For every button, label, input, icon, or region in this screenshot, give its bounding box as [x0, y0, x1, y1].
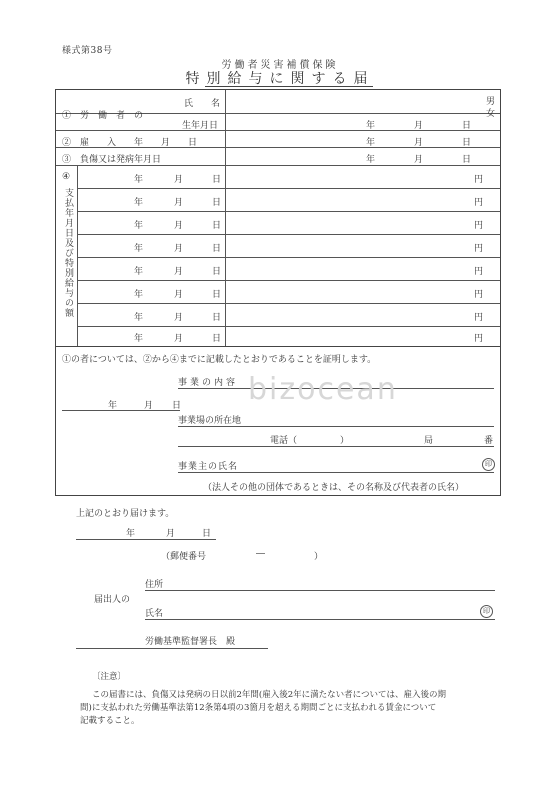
row-divider [77, 257, 500, 258]
col-divider [225, 90, 226, 165]
pay-month: 月 [174, 198, 184, 208]
hire-year: 年 [366, 138, 376, 148]
gender-female: 女 [486, 109, 496, 119]
row4-number: ④ [62, 172, 71, 182]
applicant-label: 届出人の [94, 595, 131, 605]
phone-close: ） [340, 436, 350, 446]
cert-date-line [62, 410, 180, 411]
note-line-1: この届書には、負傷又は発病の日以前2年間(雇入後2年に満たない者については、雇入後の期 [92, 690, 446, 700]
birth-month: 月 [414, 121, 424, 131]
pay-yen: 円 [474, 313, 484, 323]
note-line-3: 記載すること。 [80, 716, 140, 726]
postal-close: ） [314, 552, 324, 562]
pay-year: 年 [134, 221, 144, 231]
postal-dash: ― [256, 549, 265, 559]
row3-label: ③ 負傷又は発病年月日 [62, 155, 162, 165]
applicant-name-label: 氏名 [145, 609, 164, 619]
certify-text-line: ①の者については、②から④までに記載したとおりであることを証明します。 [62, 355, 377, 365]
row1-label: ① 労 働 者 の [62, 111, 144, 121]
pay-month: 月 [174, 221, 184, 231]
employer-name-line [178, 472, 494, 473]
row-divider [77, 280, 500, 281]
applicant-seal: 印 [480, 605, 493, 618]
pay-year: 年 [134, 198, 144, 208]
phone-line [178, 446, 494, 447]
pay-day: 日 [212, 313, 222, 323]
pay-day: 日 [212, 334, 222, 344]
phone-number: 番 [484, 436, 494, 446]
gender-male: 男 [486, 97, 496, 107]
pay-day: 日 [212, 267, 222, 277]
watermark: bizocean [248, 372, 398, 407]
business-location-line [178, 426, 494, 427]
business-location-label: 事業場の所在地 [178, 416, 242, 426]
pay-day: 日 [212, 221, 222, 231]
pay-month: 月 [174, 313, 184, 323]
birth-day: 日 [462, 121, 472, 131]
pay-year: 年 [134, 290, 144, 300]
pay-day: 日 [212, 244, 222, 254]
row-divider [77, 326, 500, 327]
pay-day: 日 [212, 290, 222, 300]
form-title: 特別給与に関する届 [185, 71, 375, 87]
pay-yen: 円 [474, 198, 484, 208]
submit-text: 上記のとおり届けます。 [76, 509, 175, 519]
name-label: 氏 名 [184, 99, 221, 109]
pay-month: 月 [174, 290, 184, 300]
pay-year: 年 [134, 334, 144, 344]
birth-label: 生年月日 [182, 121, 219, 131]
row2-label: ② 雇 入 年 月 日 [62, 138, 198, 148]
note-line-2: 間)に支払われた労働基準法第12条第4項の3箇月を超える期間ごとに支払われる賃金について [80, 703, 437, 713]
pay-year: 年 [134, 267, 144, 277]
applicant-name-line [145, 619, 495, 620]
pay-yen: 円 [474, 267, 484, 277]
pay-day: 日 [212, 198, 222, 208]
business-content-label: 事業の内容 [178, 378, 239, 388]
row-divider [56, 130, 500, 131]
cert-day: 日 [172, 401, 182, 411]
employer-name-label: 事業主の氏名 [178, 462, 239, 472]
pay-month: 月 [174, 267, 184, 277]
row-divider [77, 303, 500, 304]
submit-day: 日 [202, 529, 212, 539]
pay-yen: 円 [474, 244, 484, 254]
row-divider [77, 211, 500, 212]
injury-month: 月 [414, 155, 424, 165]
office-label: 労働基準監督署長 殿 [145, 637, 236, 647]
form-number: 様式第38号 [62, 46, 113, 56]
hire-day: 日 [462, 138, 472, 148]
pay-day: 日 [212, 175, 222, 185]
address-line [145, 590, 495, 591]
row-divider [172, 113, 500, 114]
pay-yen: 円 [474, 175, 484, 185]
form-subtitle: 労働者災害補償保険 [221, 60, 339, 71]
birth-year: 年 [366, 121, 376, 131]
pay-year: 年 [134, 244, 144, 254]
row-divider [77, 188, 500, 189]
submit-month: 月 [166, 529, 176, 539]
submit-date-line [76, 539, 216, 540]
hire-month: 月 [414, 138, 424, 148]
office-line [76, 648, 268, 649]
note-title: 〔注意〕 [92, 672, 127, 682]
pay-yen: 円 [474, 334, 484, 344]
pay-year: 年 [134, 175, 144, 185]
pay-yen: 円 [474, 221, 484, 231]
cert-month: 月 [144, 401, 154, 411]
row4-label: 支払年月日及び特別給与の額 [63, 188, 73, 318]
pay-month: 月 [174, 244, 184, 254]
phone-label: 電話（ [270, 436, 298, 446]
pay-month: 月 [174, 175, 184, 185]
title-underline [205, 86, 373, 87]
injury-year: 年 [366, 155, 376, 165]
injury-day: 日 [462, 155, 472, 165]
form-table [55, 89, 501, 347]
submit-year: 年 [126, 529, 136, 539]
certification-box [55, 346, 501, 496]
row-divider [77, 234, 500, 235]
phone-local: 局 [424, 436, 434, 446]
row-divider [56, 165, 500, 166]
employer-note: （法人その他の団体であるときは、その名称及び代表者の氏名） [203, 483, 465, 493]
pay-month: 月 [174, 334, 184, 344]
postal-label: （郵便番号 [161, 552, 207, 562]
pay-year: 年 [134, 313, 144, 323]
pay-yen: 円 [474, 290, 484, 300]
employer-seal: 印 [482, 458, 495, 471]
address-label: 住所 [145, 580, 164, 590]
col-divider [77, 165, 78, 346]
cert-year: 年 [108, 401, 118, 411]
col-divider [225, 165, 226, 346]
